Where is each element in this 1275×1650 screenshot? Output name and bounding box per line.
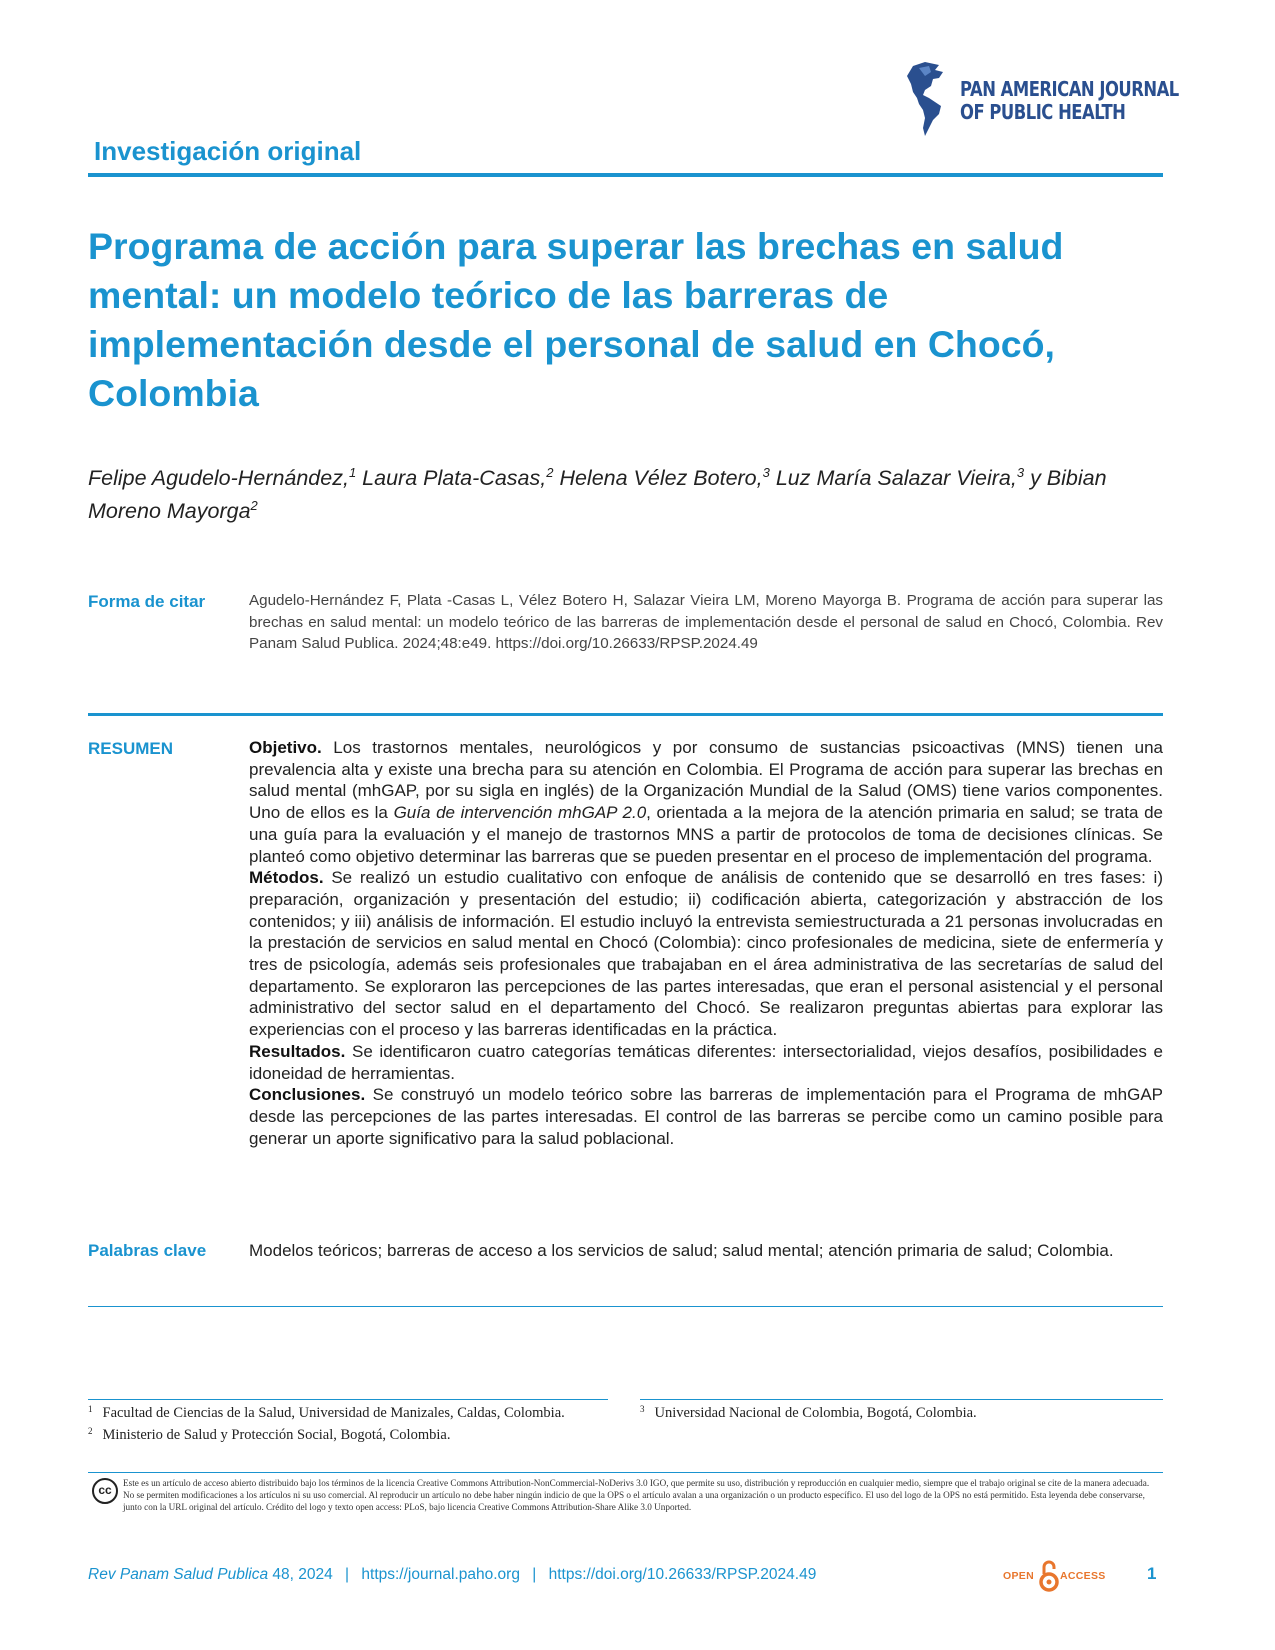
author-affiliation-mark: 2 [546,465,554,480]
author-name: Felipe Agudelo-Hernández, [88,466,349,490]
affiliation-number: 3 [640,1404,645,1414]
affiliation-number: 1 [88,1404,93,1414]
abstract-metodos-text: Se realizó un estudio cualitativo con enfoque de análisis de contenido que se desarrolló en tres fases: i) preparación, organización y presentación del estudio; ii) codificación abierta, categorización y abstracción de los contenidos; y iii) análisis de información. El estudio incluyó la entrevista semiestructurada a 21 personas involucradas en la prestación de servicios en salud mental en Chocó (Colombia): cinco profesionales de medicina, siete de enfermería y tres de psicología, además seis profesionales que trabajaban en el área administrativa de las secretarías de salud del departamento. Se exploraron las percepciones de las partes interesadas, que eran el personal asistencial y el personal administrativo del sector salud en el departamento del Chocó. Se realizaron preguntas abiertas para explorar las experiencias con el proceso y las barreras identificadas en la práctica. [249,868,1163,1040]
footer-url-link[interactable]: https://journal.paho.org [361,1566,520,1583]
keywords-rule [88,1306,1163,1307]
author-affiliation-mark: 1 [348,465,357,480]
footer-separator: | [345,1566,350,1583]
footer-volume: 48, 2024 [272,1566,333,1583]
journal-logo-text [960,78,1179,124]
abstract-body [249,737,1163,1149]
citation-text: Agudelo-Hernández F, Plata -Casas L, Vélez Botero H, Salazar Vieira LM, Moreno Mayorga B. Programa de acción para superar las brechas en salud mental: un modelo teórico de las barreras de implementación desde el personal de salud en Chocó, Colombia. Rev Panam Salud Publica. 2024;48:e49. https://doi.org/10.26633/RPSP.2024.49 [249,592,1163,652]
abstract-rule [88,713,1163,716]
affiliation-rule-right [640,1399,1163,1400]
affiliation-item [88,1404,565,1422]
abstract-metodos [249,867,1163,1041]
abstract-conclusiones [249,1084,1163,1149]
keywords-text: Modelos teóricos; barreras de acceso a los servicios de salud; salud mental; atención primaria de salud; Colombia. [249,1241,1114,1260]
journal-logo-line1: PAN AMERICAN JOURNAL [960,77,1179,101]
affiliation-text: Universidad Nacional de Colombia, Bogotá, Colombia. [654,1405,977,1421]
author-name: y Bibian Moreno Mayorga [88,466,1107,523]
header-rule [88,173,1163,177]
americas-map-icon [905,62,957,138]
abstract-resultados-text: Se identificaron cuatro categorías temáticas diferentes: intersectorialidad, viejos desafíos, posibilidades e idoneidad de herramientas. [249,1041,1163,1083]
affiliation-text: Facultad de Ciencias de la Salud, Universidad de Manizales, Caldas, Colombia. [102,1405,565,1421]
abstract-resultados-label: Resultados. [249,1041,346,1061]
affiliation-item [640,1404,977,1422]
page-number: 1 [1147,1564,1157,1583]
journal-logo [905,62,1179,142]
abstract-objetivo-text: Los trastornos mentales, neurológicos y por consumo de sustancias psicoactivas (MNS) tienen una prevalencia alta y existe una brecha para su atención en Colombia. El Programa de acción para superar las brechas en salud mental (mhGAP, por su sigla en inglés) de la Organización Mundial de la Salud (OMS) tiene varios componentes. Uno de ellos es la [249,738,1163,823]
license-rule [88,1472,1163,1473]
section-label: Investigación original [94,136,362,166]
article-title: Programa de acción para superar las brechas en salud mental: un modelo teórico de las barreras de implementación desde el personal de salud en Chocó, Colombia [88,225,1064,414]
citation-label: Forma de citar [88,592,206,611]
affiliation-item [88,1426,450,1444]
abstract-objetivo-label: Objetivo. [249,738,322,757]
affiliation-text: Ministerio de Salud y Protección Social, Bogotá, Colombia. [102,1427,451,1443]
keywords-label: Palabras clave [88,1241,207,1260]
affiliation-number: 2 [88,1426,93,1436]
abstract-conclusiones-label: Conclusiones. [249,1085,366,1105]
affiliation-rule-left [88,1399,608,1400]
footer-journal: Rev Panam Salud Publica [88,1566,269,1583]
footer-doi-link[interactable]: https://doi.org/10.26633/RPSP.2024.49 [548,1566,817,1583]
author-name: Helena Vélez Botero, [559,466,763,490]
abstract-metodos-label: Métodos. [249,868,324,888]
author-affiliation-mark: 3 [1016,465,1025,480]
author-name: Laura Plata-Casas, [362,466,547,490]
creative-commons-icon: cc [92,1478,118,1504]
author-affiliation-mark: 2 [250,498,258,513]
open-access-open-text: OPEN [1003,1570,1034,1582]
license-text: Este es un artículo de acceso abierto distribuido bajo los términos de la licencia Creative Commons Attribution-NonCommercial-NoDerivs 3.0 IGO, que permite su uso, distribución y reproducción en cualquier medio, siempre que el trabajo original se cite de la manera adecuada. No se permiten modificaciones a los artículos ni su uso comercial. Al reproducir un artículo no debe haber ningún indicio de que la OPS o el artículo avalan a una organización o un producto específico. El uso del logo de la OPS no está permitido. Esta leyenda debe conservarse, junto con la URL original del artículo. Crédito del logo y texto open access: PLoS, bajo licencia Creative Commons Attribution-Share Alike 3.0 Unported. [123,1478,1150,1512]
author-name: Luz María Salazar Vieira, [775,466,1017,490]
page-footer [88,1566,816,1584]
open-access-access-text: ACCESS [1060,1570,1106,1582]
abstract-conclusiones-text: Se construyó un modelo teórico sobre las barreras de implementación para el Programa de mhGAP desde las percepciones de las partes interesadas. El control de las barreras se percibe como un camino posible para generar un aporte significativo para la salud poblacional. [249,1085,1163,1148]
footer-separator: | [532,1566,537,1583]
journal-logo-line2: OF PUBLIC HEALTH [960,100,1126,124]
abstract-objetivo-italic: Guía de intervención mhGAP 2.0 [393,803,647,823]
abstract-objetivo-text-cont: , orientada a la mejora de la atención primaria en salud; se trata de una guía para la evaluación y el manejo de trastornos MNS a partir de protocolos de toma de decisiones clínicas. Se planteó como objetivo determinar las barreras que se pueden presentar en el proceso de implementación del programa. [249,803,1163,866]
author-list [88,462,1168,528]
abstract-objetivo [249,737,1163,867]
abstract-label: RESUMEN [88,739,174,758]
open-access-badge [1003,1560,1123,1600]
abstract-resultados [249,1041,1163,1084]
open-access-lock-icon [1039,1560,1059,1592]
author-affiliation-mark: 3 [762,465,770,480]
